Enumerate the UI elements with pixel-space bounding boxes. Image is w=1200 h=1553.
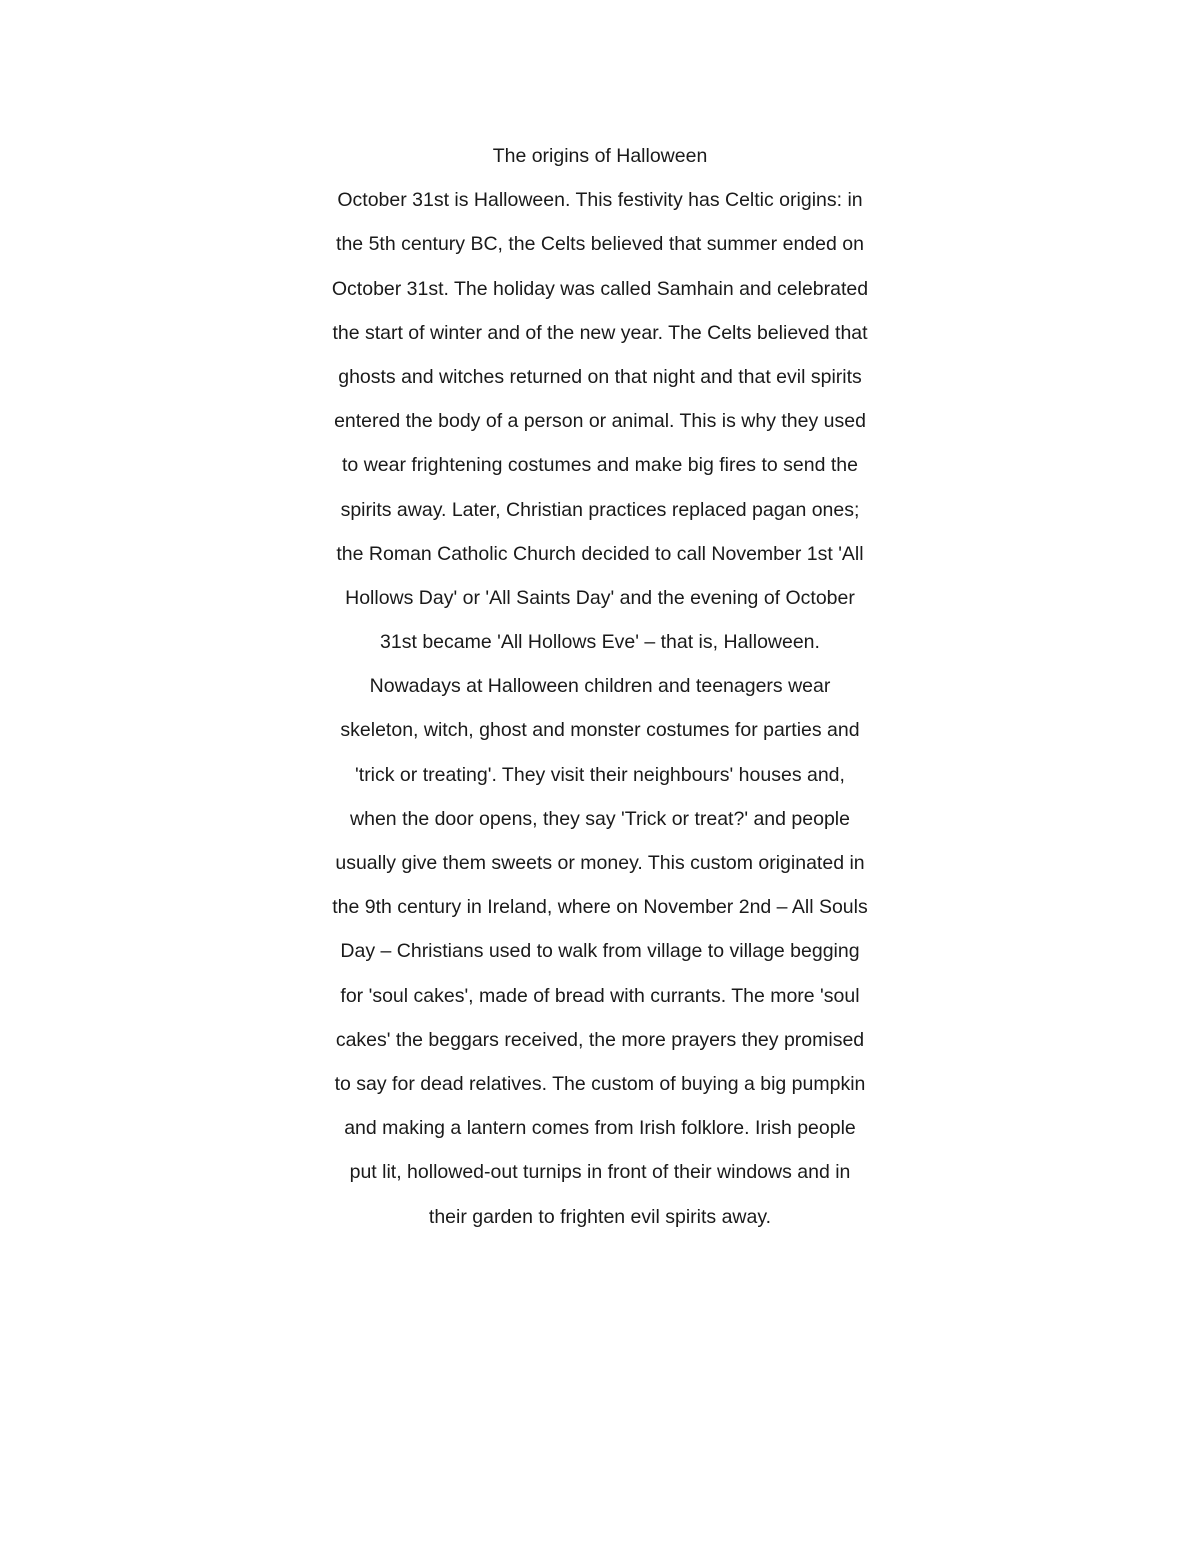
text-line: 31st became 'All Hollows Eve' – that is, Halloween. — [380, 631, 820, 654]
text-line: when the door opens, they say 'Trick or treat?' and people — [350, 807, 850, 830]
text-line: and making a lantern comes from Irish folklore. Irish people — [344, 1117, 856, 1140]
text-line: cakes' the beggars received, the more prayers they promised — [335, 1028, 865, 1051]
text-line: to wear frightening costumes and make big fires to send the — [342, 454, 858, 477]
text-line: October 31st. The holiday was called Samhain and celebrated — [331, 277, 869, 300]
text-line: spirits away. Later, Christian practices replaced pagan ones; — [340, 498, 860, 521]
text-line: put lit, hollowed-out turnips in front of their windows and in — [349, 1161, 851, 1184]
document-body — [250, 134, 950, 1239]
text-line: the start of winter and of the new year. The Celts believed that — [332, 321, 868, 344]
text-line: the Roman Catholic Church decided to call November 1st 'All — [336, 542, 864, 565]
document-title: The origins of Halloween — [492, 145, 708, 167]
text-line: the 9th century in Ireland, where on November 2nd – All Souls — [332, 896, 868, 919]
text-line: for 'soul cakes', made of bread with currants. The more 'soul — [340, 984, 860, 1007]
text-line: the 5th century BC, the Celts believed that summer ended on — [336, 233, 864, 256]
text-line: 'trick or treating'. They visit their neighbours' houses and, — [355, 763, 845, 786]
text-line: skeleton, witch, ghost and monster costumes for parties and — [340, 719, 860, 742]
text-line: Nowadays at Halloween children and teenagers wear — [369, 675, 831, 698]
text-line: to say for dead relatives. The custom of buying a big pumpkin — [334, 1072, 866, 1095]
text-line: Hollows Day' or 'All Saints Day' and the evening of October — [345, 586, 855, 609]
text-line: usually give them sweets or money. This custom originated in — [335, 852, 865, 874]
text-line: Day – Christians used to walk from village to village begging — [340, 940, 860, 963]
text-line: their garden to frighten evil spirits away. — [428, 1205, 772, 1228]
text-line: October 31st is Halloween. This festivity has Celtic origins: in — [337, 189, 863, 212]
text-line: ghosts and witches returned on that night and that evil spirits — [338, 365, 862, 388]
text-line: entered the body of a person or animal. This is why they used — [334, 410, 866, 433]
